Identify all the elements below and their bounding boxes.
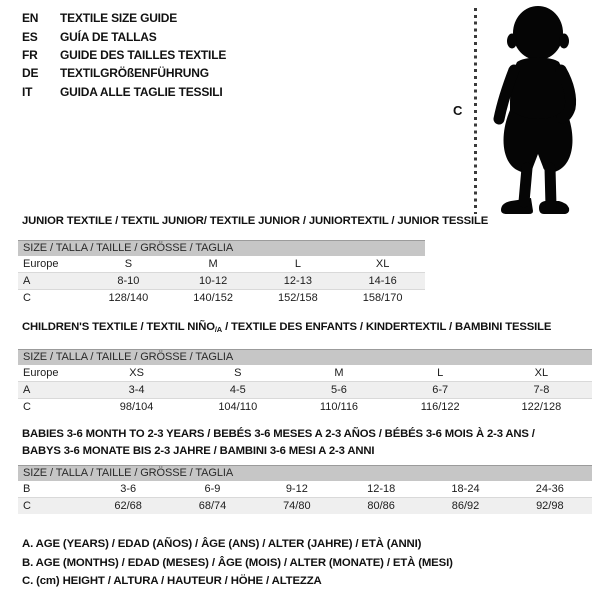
size-cell: 6-9 (204, 483, 221, 495)
language-code: ES (22, 29, 38, 44)
table-row (18, 382, 592, 399)
language-code: FR (22, 47, 38, 62)
babies-textile-section (18, 426, 592, 514)
row-label: Europe (23, 258, 59, 270)
table-row (18, 399, 592, 415)
language-label: TEXTILGRÖßENFÜHRUNG (60, 66, 209, 81)
size-cell: XL (534, 367, 549, 379)
table-title-line: BABIES 3-6 MONTH TO 2-3 YEARS / BEBÉS 3-6 MESES A 2-3 AÑOS / BÉBÉS 3-6 MOIS À 2-3 ANS / (22, 428, 535, 440)
language-label: GUIDA ALLE TAGLIE TESSILI (60, 84, 223, 99)
size-cell: 74/80 (283, 500, 311, 512)
size-cell: 116/122 (420, 401, 460, 413)
table-title-line (22, 320, 592, 337)
size-cell: 110/116 (319, 401, 359, 413)
size-cell: XL (375, 258, 390, 270)
table-row (18, 273, 425, 290)
size-cell: S (124, 258, 133, 270)
size-cell: 86/92 (451, 500, 480, 512)
size-cell: 6-7 (432, 384, 449, 396)
size-cell: S (234, 367, 242, 379)
size-cell: 92/98 (536, 500, 564, 512)
size-cell: 140/152 (193, 292, 233, 304)
childrens-textile-section (18, 320, 592, 415)
height-dotted-line (474, 8, 477, 214)
table-row (18, 365, 592, 382)
language-code: DE (22, 66, 39, 81)
table-header-bar: SIZE / TALLA / TAILLE / GRÖSSE / TAGLIA (18, 349, 592, 365)
size-cell: 24-36 (535, 483, 564, 495)
size-cell: 7-8 (533, 384, 550, 396)
size-cell: L (294, 258, 301, 270)
size-cell: 3-6 (120, 483, 137, 495)
size-cell: 152/158 (277, 292, 318, 304)
table-row (18, 290, 425, 306)
table-title-line: JUNIOR TEXTILE / TEXTIL JUNIOR/ TEXTILE JUNIOR / JUNIORTEXTIL / JUNIOR TESSILE (22, 215, 489, 227)
size-cell: 158/170 (362, 292, 403, 304)
size-cell: 68/74 (198, 500, 227, 512)
size-cell: 8-10 (117, 275, 140, 287)
size-cell: 18-24 (451, 483, 480, 495)
size-cell: 4-5 (229, 384, 246, 396)
size-cell: 12-18 (367, 483, 396, 495)
size-cell: M (334, 367, 344, 379)
size-cell: 62/68 (114, 500, 142, 512)
table-row (18, 256, 425, 273)
language-label: GUIDE DES TAILLES TEXTILE (60, 47, 227, 62)
junior-textile-section (18, 214, 592, 306)
title-subscript: /A (214, 325, 223, 334)
language-code: EN (22, 11, 39, 26)
footnote-line: C. (cm) HEIGHT / ALTURA / HAUTEUR / HÖHE / ALTEZZA (22, 575, 322, 588)
size-table (18, 240, 425, 306)
size-table (18, 349, 592, 415)
size-cell: 104/110 (218, 401, 258, 413)
row-label: B (23, 483, 31, 495)
size-cell: 80/86 (367, 500, 395, 512)
title-segment: / TEXTILE DES ENFANTS / KINDERTEXTIL / BAMBINI TESSILE (222, 321, 552, 333)
language-label: TEXTILE SIZE GUIDE (60, 11, 178, 26)
title-segment: CHILDREN'S TEXTILE / TEXTIL NIÑO (22, 321, 215, 333)
table-header-bar: SIZE / TALLA / TAILLE / GRÖSSE / TAGLIA (18, 465, 592, 481)
table-title (22, 426, 592, 459)
table-row (18, 498, 592, 514)
table-title (22, 214, 592, 228)
size-cell: 14-16 (368, 275, 397, 287)
row-label: Europe (23, 367, 59, 379)
language-row (22, 83, 226, 101)
table-header-bar: SIZE / TALLA / TAILLE / GRÖSSE / TAGLIA (18, 240, 425, 256)
toddler-silhouette-icon (486, 4, 588, 216)
height-measure-label: C (453, 103, 463, 118)
row-label: A (23, 384, 31, 396)
size-cell: 122/128 (521, 401, 562, 413)
size-table (18, 465, 592, 514)
size-cell: L (437, 367, 444, 379)
size-cell: 3-4 (128, 384, 145, 396)
size-cell: 12-13 (283, 275, 312, 287)
table-title (22, 320, 592, 337)
size-cell: 98/104 (119, 401, 154, 413)
language-row (22, 46, 226, 64)
table-title-line: BABYS 3-6 MONATE BIS 2-3 JAHRE / BAMBINI 3-6 MESI A 2-3 ANNI (22, 444, 375, 457)
size-cell: 9-12 (285, 483, 308, 495)
row-label: C (23, 500, 31, 512)
footnote-line: A. AGE (YEARS) / EDAD (AÑOS) / ÂGE (ANS) / ALTER (JAHRE) / ETÀ (ANNI) (22, 538, 422, 550)
row-label: C (23, 401, 31, 413)
language-label: GUÍA DE TALLAS (60, 29, 157, 44)
size-cell: 10-12 (199, 275, 228, 287)
language-code: IT (22, 84, 33, 99)
size-cell: XS (129, 367, 144, 379)
language-row (22, 9, 226, 27)
footnote-line: B. AGE (MONTHS) / EDAD (MESES) / ÂGE (MOIS) / ALTER (MONATE) / ETÀ (MESI) (22, 556, 453, 569)
language-row (22, 64, 226, 82)
size-cell: M (208, 258, 218, 270)
size-cell: 128/140 (108, 292, 149, 304)
language-row (22, 27, 226, 45)
toddler-figure (440, 4, 598, 218)
row-label: A (23, 275, 31, 287)
footnotes (22, 535, 453, 591)
table-row (18, 481, 592, 498)
language-list (22, 9, 226, 101)
row-label: C (23, 292, 31, 304)
size-cell: 5-6 (331, 384, 347, 396)
